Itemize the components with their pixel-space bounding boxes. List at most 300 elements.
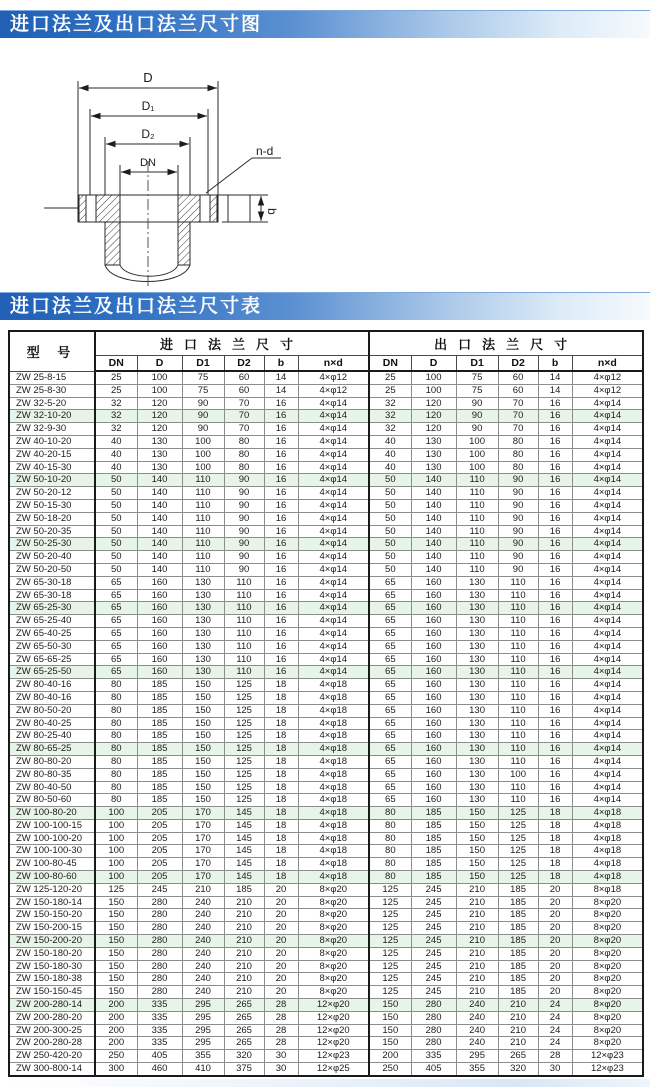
dimension-cell: 50 [369,487,411,500]
dimension-cell: 335 [137,1011,182,1024]
dimension-cell: 4×φ18 [298,679,369,692]
dimension-cell: 8×φ20 [298,896,369,909]
dimension-cell: 320 [224,1050,264,1063]
dimension-cell: 110 [498,589,538,602]
dimension-cell: 185 [411,832,456,845]
dimension-cell: 125 [498,845,538,858]
dimension-cell: 110 [224,602,264,615]
table-section-title: 进口法兰及出口法兰尺寸表 [0,292,650,320]
model-cell: ZW 32-5-20 [9,397,95,410]
dimension-cell: 12×φ25 [298,1063,369,1076]
table-row [9,384,643,397]
model-cell: ZW 250-420-20 [9,1050,95,1063]
dimension-cell: 160 [411,794,456,807]
dimension-cell: 4×φ14 [298,602,369,615]
dimension-cell: 185 [498,909,538,922]
dimension-cell: 170 [182,807,224,820]
dimension-cell: 210 [456,922,498,935]
dimension-cell: 110 [456,512,498,525]
dimension-cell: 80 [224,435,264,448]
dimension-cell: 125 [369,935,411,948]
dimension-cell: 145 [224,819,264,832]
dimension-cell: 210 [456,896,498,909]
dimension-cell: 210 [456,947,498,960]
dimension-cell: 20 [538,935,572,948]
dimension-cell: 140 [411,487,456,500]
dimension-cell: 90 [182,397,224,410]
dimension-cell: 185 [411,807,456,820]
dimension-cell: 110 [498,781,538,794]
dimension-cell: 4×φ18 [572,807,643,820]
dimension-cell: 110 [182,551,224,564]
dimension-cell: 200 [95,999,137,1012]
dimension-cell: 8×φ20 [572,986,643,999]
dimension-cell: 4×φ18 [572,845,643,858]
dimension-cell: 16 [538,512,572,525]
dimension-cell: 4×φ14 [572,410,643,423]
dimension-cell: 90 [456,423,498,436]
dimension-cell: 210 [224,947,264,960]
dimension-cell: 245 [137,883,182,896]
dimension-cell: 245 [411,935,456,948]
dimension-cell: 50 [95,474,137,487]
dimension-cell: 160 [137,640,182,653]
dimension-cell: 30 [538,1063,572,1076]
dimension-cell: 160 [411,627,456,640]
dimension-cell: 100 [137,384,182,397]
dimension-cell: 150 [182,717,224,730]
dimension-cell: 140 [137,487,182,500]
dimension-cell: 125 [498,832,538,845]
dimension-cell: 4×φ18 [298,755,369,768]
dimension-cell: 40 [369,435,411,448]
dimension-cell: 100 [498,768,538,781]
dimension-cell: 355 [182,1050,224,1063]
dimension-cell: 4×φ14 [298,551,369,564]
dimension-cell: 25 [369,384,411,397]
dimension-cell: 4×φ14 [298,474,369,487]
dimension-cell: 125 [224,704,264,717]
dimension-cell: 130 [137,448,182,461]
model-cell: ZW 50-25-30 [9,538,95,551]
footer-strip [0,1079,650,1087]
dimension-cell: 16 [538,563,572,576]
dimension-cell: 4×φ14 [572,743,643,756]
dimension-cell: 110 [498,691,538,704]
dimension-cell: 160 [411,717,456,730]
dimension-cell: 280 [137,986,182,999]
dimension-cell: 110 [182,499,224,512]
dimension-cell: 140 [137,551,182,564]
dimension-cell: 32 [95,423,137,436]
dimension-cell: 4×φ14 [298,512,369,525]
dimension-cell: 16 [538,794,572,807]
dimension-cell: 100 [411,371,456,384]
dimension-cell: 150 [456,871,498,884]
dimension-cell: 4×φ14 [298,487,369,500]
dimension-cell: 205 [137,832,182,845]
dimension-cell: 80 [369,858,411,871]
dimension-cell: 90 [498,499,538,512]
dimension-cell: 150 [182,691,224,704]
dimension-cell: 20 [264,922,298,935]
dimension-cell: 160 [411,743,456,756]
dimension-cell: 150 [95,909,137,922]
dimension-cell: 16 [538,576,572,589]
dimension-cell: 90 [224,474,264,487]
dimension-cell: 125 [498,807,538,820]
dimension-cell: 8×φ20 [298,986,369,999]
dimension-cell: 4×φ18 [298,743,369,756]
dimension-cell: 70 [498,397,538,410]
dimension-cell: 185 [498,947,538,960]
dimension-cell: 100 [95,871,137,884]
table-row [9,832,643,845]
model-cell: ZW 80-50-20 [9,704,95,717]
dimension-cell: 110 [498,640,538,653]
dimension-cell: 65 [95,627,137,640]
table-row [9,999,643,1012]
table-row [9,704,643,717]
dimension-cell: 4×φ14 [298,640,369,653]
dimension-cell: 65 [369,602,411,615]
dimension-cell: 150 [95,896,137,909]
dimension-cell: 140 [411,525,456,538]
dimension-cell: 130 [456,717,498,730]
dimension-cell: 280 [137,973,182,986]
dimension-cell: 150 [369,1037,411,1050]
dim-label-d: D [143,70,153,85]
model-cell: ZW 80-25-40 [9,730,95,743]
dimension-cell: 125 [224,794,264,807]
dimension-cell: 16 [538,538,572,551]
dimension-cell: 125 [498,858,538,871]
dimension-cell: 16 [264,525,298,538]
dimension-cell: 18 [538,819,572,832]
dimension-cell: 16 [538,602,572,615]
dimension-cell: 16 [538,627,572,640]
dimension-cell: 18 [538,858,572,871]
model-cell: ZW 65-25-40 [9,615,95,628]
dimension-cell: 80 [498,461,538,474]
dimension-cell: 65 [95,589,137,602]
dimension-cell: 12×φ23 [572,1050,643,1063]
dimension-cell: 205 [137,845,182,858]
dimension-cell: 4×φ14 [572,666,643,679]
dimension-cell: 245 [411,986,456,999]
dimension-cell: 200 [95,1037,137,1050]
dimension-cell: 16 [538,448,572,461]
dimension-cell: 125 [369,909,411,922]
model-cell: ZW 50-15-30 [9,499,95,512]
dimension-cell: 65 [369,717,411,730]
dimension-cell: 80 [95,679,137,692]
dimension-cell: 280 [137,935,182,948]
dimension-cell: 65 [369,589,411,602]
table-row [9,947,643,960]
table-row [9,730,643,743]
dimension-cell: 18 [264,858,298,871]
dimension-cell: 18 [264,679,298,692]
dimension-cell: 185 [224,883,264,896]
dimension-cell: 130 [411,435,456,448]
dimension-cell: 160 [411,666,456,679]
dimension-cell: 100 [95,807,137,820]
model-cell: ZW 65-40-25 [9,627,95,640]
dimension-cell: 20 [538,960,572,973]
dimension-cell: 4×φ18 [572,858,643,871]
table-row [9,499,643,512]
dimension-cell: 65 [95,640,137,653]
dimension-cell: 160 [411,781,456,794]
dimension-cell: 110 [498,755,538,768]
dimension-cell: 110 [498,704,538,717]
dimension-cell: 170 [182,858,224,871]
model-cell: ZW 80-40-25 [9,717,95,730]
dimension-cell: 70 [498,410,538,423]
dimension-cell: 240 [182,922,224,935]
table-row [9,883,643,896]
dimension-cell: 4×φ14 [572,653,643,666]
dimension-cell: 130 [456,576,498,589]
table-row [9,602,643,615]
dimension-cell: 185 [498,896,538,909]
dimension-cell: 25 [95,371,137,384]
dimension-cell: 100 [95,819,137,832]
model-cell: ZW 200-300-25 [9,1024,95,1037]
model-cell: ZW 150-180-20 [9,947,95,960]
dimension-cell: 65 [369,679,411,692]
dimension-cell: 125 [224,743,264,756]
dimension-cell: 185 [137,781,182,794]
dimension-cell: 30 [264,1050,298,1063]
dimension-cell: 80 [498,448,538,461]
dimension-cell: 4×φ14 [572,461,643,474]
table-row [9,563,643,576]
dimension-cell: 65 [369,743,411,756]
dimension-cell: 65 [369,640,411,653]
table-row [9,1024,643,1037]
dimension-cell: 16 [264,653,298,666]
dimension-cell: 80 [369,819,411,832]
dimension-cell: 16 [264,576,298,589]
dimension-cell: 4×φ14 [572,563,643,576]
dimension-cell: 16 [538,499,572,512]
dimension-cell: 40 [95,435,137,448]
dimension-cell: 65 [95,576,137,589]
dimension-cell: 130 [456,602,498,615]
dimension-cell: 16 [538,615,572,628]
dimension-cell: 90 [182,423,224,436]
table-row [9,871,643,884]
dimension-cell: 16 [538,679,572,692]
dimension-cell: 280 [411,1037,456,1050]
dimension-cell: 160 [411,576,456,589]
dimension-cell: 130 [137,435,182,448]
dim-label-nd: n-d [256,144,274,158]
dimension-cell: 185 [137,794,182,807]
dimension-cell: 130 [456,755,498,768]
dimension-cell: 185 [137,730,182,743]
dimension-cell: 110 [456,487,498,500]
dimension-cell: 20 [538,973,572,986]
model-cell: ZW 80-40-16 [9,679,95,692]
dimension-cell: 120 [411,397,456,410]
dimension-cell: 18 [264,819,298,832]
dimension-cell: 130 [182,627,224,640]
dimension-cell: 4×φ14 [298,423,369,436]
dimension-cell: 80 [95,717,137,730]
dimension-cell: 125 [224,679,264,692]
dimension-cell: 8×φ20 [298,973,369,986]
dimension-cell: 280 [411,999,456,1012]
dimension-cell: 100 [95,858,137,871]
dimension-cell: 160 [137,653,182,666]
dimension-cell: 80 [95,781,137,794]
table-row [9,768,643,781]
dimension-cell: 100 [182,435,224,448]
dimension-cell: 150 [182,743,224,756]
dimension-cell: 25 [369,371,411,384]
outlet-col-d: D [411,355,456,371]
model-cell: ZW 150-200-15 [9,922,95,935]
dimension-cell: 130 [456,704,498,717]
dimension-cell: 4×φ14 [572,551,643,564]
dimension-cell: 4×φ18 [298,717,369,730]
dimension-cell: 4×φ18 [298,858,369,871]
dimension-cell: 130 [456,615,498,628]
dimension-cell: 110 [498,717,538,730]
dimension-cell: 125 [498,871,538,884]
dimension-cell: 20 [538,986,572,999]
dimension-cell: 335 [137,1024,182,1037]
dimension-cell: 130 [182,615,224,628]
dimension-cell: 185 [137,768,182,781]
model-cell: ZW 125-120-20 [9,883,95,896]
table-row [9,717,643,730]
dimension-cell: 80 [369,807,411,820]
dimension-cell: 265 [224,1024,264,1037]
model-cell: ZW 65-50-30 [9,640,95,653]
table-row [9,448,643,461]
dimension-cell: 20 [538,922,572,935]
dimension-cell: 50 [369,563,411,576]
table-row [9,986,643,999]
dimension-cell: 185 [498,986,538,999]
dimension-cell: 90 [498,563,538,576]
dimension-cell: 160 [137,576,182,589]
dimension-cell: 18 [264,794,298,807]
dimension-cell: 90 [224,525,264,538]
dimension-cell: 24 [538,999,572,1012]
dimension-cell: 18 [538,871,572,884]
dimension-cell: 240 [182,947,224,960]
dimension-cell: 16 [538,435,572,448]
dimension-cell: 210 [224,960,264,973]
dimension-cell: 4×φ18 [298,832,369,845]
dimension-cell: 150 [95,973,137,986]
dimension-cell: 210 [498,1037,538,1050]
dimension-cell: 70 [224,410,264,423]
dimension-cell: 8×φ20 [572,935,643,948]
model-cell: ZW 150-180-30 [9,960,95,973]
dimension-cell: 90 [498,487,538,500]
dimension-cell: 245 [411,883,456,896]
dimension-cell: 280 [137,922,182,935]
dimension-cell: 4×φ14 [298,410,369,423]
dimension-cell: 145 [224,832,264,845]
dimension-cell: 4×φ14 [298,538,369,551]
dimension-cell: 16 [538,410,572,423]
dim-label-dn: DN [140,157,156,169]
dimension-cell: 150 [95,922,137,935]
outlet-col-d1: D1 [456,355,498,371]
table-row [9,435,643,448]
dimension-cell: 210 [456,935,498,948]
dimension-cell: 32 [95,397,137,410]
dimension-cell: 125 [369,883,411,896]
dimension-cell: 200 [95,1011,137,1024]
dimension-cell: 185 [137,755,182,768]
dimension-cell: 295 [182,1024,224,1037]
dimension-cell: 200 [95,1024,137,1037]
dimension-cell: 4×φ12 [572,371,643,384]
dimension-cell: 110 [456,499,498,512]
dimension-cell: 12×φ23 [572,1063,643,1076]
dimension-cell: 50 [95,525,137,538]
dimension-cell: 12×φ20 [298,1024,369,1037]
dimension-cell: 4×φ14 [298,653,369,666]
table-row [9,819,643,832]
dimension-cell: 295 [182,1011,224,1024]
dimension-cell: 245 [411,909,456,922]
table-row [9,858,643,871]
dimension-cell: 110 [498,730,538,743]
dimension-cell: 80 [95,730,137,743]
dimension-cell: 100 [456,448,498,461]
dimension-cell: 4×φ14 [572,576,643,589]
dimension-cell: 150 [182,794,224,807]
dimension-cell: 40 [95,461,137,474]
dimension-cell: 205 [137,819,182,832]
dimension-cell: 14 [264,384,298,397]
dimension-cell: 265 [224,999,264,1012]
dimension-cell: 4×φ18 [298,768,369,781]
dimension-cell: 185 [498,922,538,935]
dimension-cell: 16 [538,781,572,794]
dimension-cell: 65 [369,666,411,679]
dimension-cell: 8×φ20 [298,935,369,948]
outlet-col-d2: D2 [498,355,538,371]
dimension-cell: 4×φ14 [572,717,643,730]
dimension-cell: 185 [137,743,182,756]
table-row [9,640,643,653]
table-row [9,1050,643,1063]
dimension-cell: 4×φ12 [298,384,369,397]
dimension-cell: 8×φ20 [572,999,643,1012]
model-cell: ZW 200-280-14 [9,999,95,1012]
dimension-cell: 170 [182,845,224,858]
table-row [9,1063,643,1076]
table-row [9,397,643,410]
dimension-cell: 80 [95,768,137,781]
model-cell: ZW 65-25-50 [9,666,95,679]
dimension-cell: 4×φ14 [298,461,369,474]
dimension-cell: 130 [456,653,498,666]
dimension-cell: 410 [182,1063,224,1076]
dimension-cell: 4×φ14 [572,602,643,615]
dimension-cell: 30 [264,1063,298,1076]
